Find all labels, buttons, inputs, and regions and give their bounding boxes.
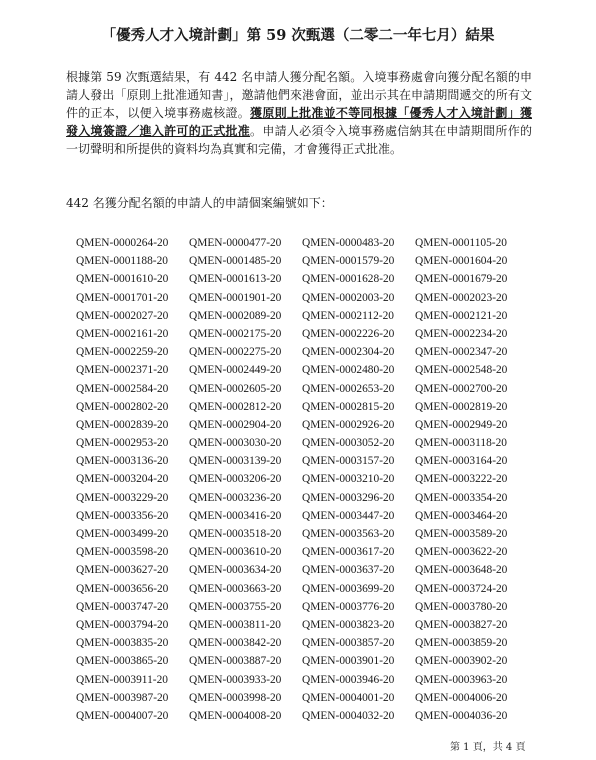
case-number: QMEN-0003464-20 [415, 509, 508, 522]
case-number: QMEN-0003164-20 [415, 455, 508, 468]
case-number: QMEN-0002234-20 [415, 327, 508, 340]
case-number: QMEN-0003447-20 [302, 509, 395, 522]
case-number: QMEN-0002371-20 [76, 364, 169, 377]
case-number: QMEN-0002175-20 [189, 327, 282, 340]
case-number: QMEN-0002304-20 [302, 346, 395, 359]
case-number: QMEN-0003811-20 [189, 618, 281, 631]
case-number: QMEN-0003416-20 [189, 509, 282, 522]
case-number: QMEN-0002904-20 [189, 418, 282, 431]
case-number: QMEN-0003835-20 [76, 637, 169, 650]
case-number: QMEN-0003610-20 [189, 546, 282, 559]
case-number: QMEN-0004008-20 [189, 709, 282, 722]
case-number: QMEN-0003139-20 [189, 455, 282, 468]
case-number: QMEN-0002839-20 [76, 418, 169, 431]
case-number: QMEN-0002023-20 [415, 291, 508, 304]
case-number: QMEN-0000264-20 [76, 237, 169, 249]
case-number: QMEN-0002949-20 [415, 418, 508, 431]
case-number: QMEN-0003933-20 [189, 673, 282, 686]
case-number: QMEN-0003865-20 [76, 655, 169, 668]
case-number: QMEN-0000477-20 [189, 237, 282, 249]
case-number: QMEN-0003887-20 [189, 655, 282, 668]
case-number: QMEN-0003229-20 [76, 491, 169, 504]
case-number: QMEN-0003794-20 [76, 618, 169, 631]
case-number: QMEN-0003987-20 [76, 691, 169, 704]
case-number: QMEN-0002027-20 [76, 309, 169, 322]
case-number: QMEN-0003030-20 [189, 437, 282, 450]
case-number: QMEN-0001188-20 [76, 255, 168, 268]
case-number: QMEN-0002480-20 [302, 364, 395, 377]
case-number: QMEN-0003296-20 [302, 491, 395, 504]
case-number: QMEN-0003634-20 [189, 564, 282, 577]
case-number: QMEN-0003598-20 [76, 546, 169, 559]
case-number: QMEN-0003998-20 [189, 691, 282, 704]
case-number: QMEN-0004032-20 [302, 709, 395, 722]
case-list-intro: 442 名獲分配名額的申請人的申請個案編號如下： [66, 196, 333, 210]
case-number: QMEN-0001604-20 [415, 255, 508, 268]
case-number: QMEN-0003118-20 [415, 437, 507, 450]
case-number: QMEN-0003136-20 [76, 455, 169, 468]
case-number: QMEN-0003823-20 [302, 618, 395, 631]
page-footer: 第 1 頁，共 4 頁 [450, 742, 526, 753]
case-number: QMEN-0002953-20 [76, 437, 169, 450]
result-paragraph [66, 68, 532, 158]
case-number: QMEN-0003699-20 [302, 582, 395, 595]
case-number: QMEN-0002815-20 [302, 400, 395, 413]
case-number: QMEN-0000483-20 [302, 237, 395, 249]
case-number: QMEN-0003963-20 [415, 673, 508, 686]
case-number: QMEN-0001610-20 [76, 273, 169, 286]
paragraph-text-3: 。申請人必須令入境事務處信納其在申請期間所作的一切聲明和所提供的資料均為真實和完備，才會獲得正式批准。 [66, 124, 532, 156]
case-number: QMEN-0003648-20 [415, 564, 508, 577]
case-number: QMEN-0003780-20 [415, 600, 508, 613]
case-number: QMEN-0003157-20 [302, 455, 395, 468]
case-number: QMEN-0003946-20 [302, 673, 395, 686]
case-number: QMEN-0003204-20 [76, 473, 169, 486]
case-number: QMEN-0003356-20 [76, 509, 169, 522]
case-number: QMEN-0003842-20 [189, 637, 282, 650]
case-number: QMEN-0002548-20 [415, 364, 508, 377]
case-number: QMEN-0003210-20 [302, 473, 395, 486]
case-number: QMEN-0001701-20 [76, 291, 169, 304]
case-number: QMEN-0003656-20 [76, 582, 169, 595]
case-number: QMEN-0002700-20 [415, 382, 508, 395]
case-number: QMEN-0004001-20 [302, 691, 395, 704]
case-number: QMEN-0003622-20 [415, 546, 508, 559]
case-number: QMEN-0001613-20 [189, 273, 282, 286]
case-number: QMEN-0003724-20 [415, 582, 508, 595]
case-number: QMEN-0003637-20 [302, 564, 395, 577]
case-number: QMEN-0003206-20 [189, 473, 282, 486]
case-number: QMEN-0004006-20 [415, 691, 508, 704]
case-number: QMEN-0001628-20 [302, 273, 395, 286]
case-number: QMEN-0003776-20 [302, 600, 395, 613]
case-number: QMEN-0001679-20 [415, 273, 508, 286]
case-number: QMEN-0002259-20 [76, 346, 169, 359]
case-number: QMEN-0001105-20 [415, 237, 507, 249]
case-number: QMEN-0003499-20 [76, 528, 169, 540]
case-number: QMEN-0002802-20 [76, 400, 169, 413]
case-number: QMEN-0001485-20 [189, 255, 282, 268]
document-title: 「優秀人才入境計劃」第 59 次甄選（二零二一年七月）結果 [101, 27, 495, 44]
case-number: QMEN-0003857-20 [302, 637, 395, 650]
case-number: QMEN-0002605-20 [189, 382, 282, 395]
case-number: QMEN-0003563-20 [302, 528, 395, 540]
case-number: QMEN-0002819-20 [415, 400, 508, 413]
case-number: QMEN-0002812-20 [189, 400, 282, 413]
case-number: QMEN-0003236-20 [189, 491, 282, 504]
case-number: QMEN-0003902-20 [415, 655, 508, 668]
case-number: QMEN-0003911-20 [76, 673, 168, 686]
case-number: QMEN-0001901-20 [189, 291, 282, 304]
case-number: QMEN-0002089-20 [189, 309, 282, 322]
case-number: QMEN-0002926-20 [302, 418, 395, 431]
case-number: QMEN-0002003-20 [302, 291, 395, 304]
case-number-list [76, 234, 536, 725]
case-number: QMEN-0003747-20 [76, 600, 169, 613]
case-number: QMEN-0002112-20 [302, 309, 394, 322]
case-number: QMEN-0002449-20 [189, 364, 282, 377]
case-number: QMEN-0003222-20 [415, 473, 508, 486]
case-number: QMEN-0002275-20 [189, 346, 282, 359]
case-number: QMEN-0002121-20 [415, 309, 508, 322]
case-number: QMEN-0003354-20 [415, 491, 508, 504]
case-number: QMEN-0003755-20 [189, 600, 282, 613]
case-number: QMEN-0003052-20 [302, 437, 395, 450]
case-number: QMEN-0003617-20 [302, 546, 395, 559]
case-number: QMEN-0002161-20 [76, 327, 169, 340]
case-number: QMEN-0003589-20 [415, 528, 508, 540]
case-number: QMEN-0002347-20 [415, 346, 508, 359]
case-number: QMEN-0003663-20 [189, 582, 282, 595]
case-number: QMEN-0002584-20 [76, 382, 169, 395]
case-number: QMEN-0004007-20 [76, 709, 169, 722]
case-number: QMEN-0003518-20 [189, 528, 282, 540]
paragraph-underlined-text: 獲原則上批准並不等同根據「優秀人才入境計劃」獲發入境簽證／進入許可的正式批准 [66, 106, 532, 138]
case-number: QMEN-0003859-20 [415, 637, 508, 650]
case-number: QMEN-0004036-20 [415, 709, 508, 722]
paragraph-text-1: 根據第 59 次甄選結果，有 442 名申請人獲分配名額。入境事務處會向獲分配名額的申請人發出「原則上批准通知書」，邀請他們來港會面，並出示其在申請期間遞交的所有文件的正本，以便入境事務處核證。 [66, 70, 532, 120]
case-number: QMEN-0003901-20 [302, 655, 395, 668]
case-number: QMEN-0001579-20 [302, 255, 395, 268]
case-number: QMEN-0003627-20 [76, 564, 169, 577]
case-number: QMEN-0002226-20 [302, 327, 395, 340]
case-number: QMEN-0002653-20 [302, 382, 395, 395]
case-number: QMEN-0003827-20 [415, 618, 508, 631]
